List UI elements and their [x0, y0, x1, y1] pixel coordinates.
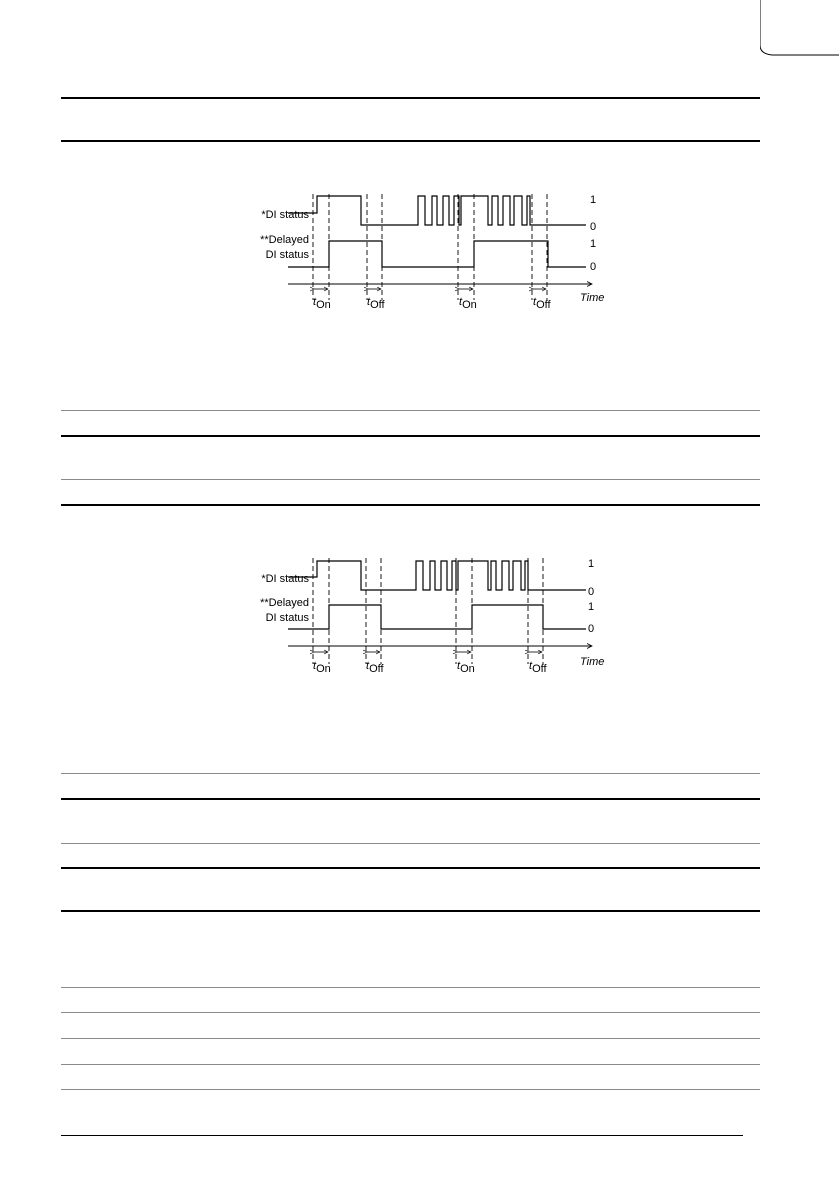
delayed-di-waveform — [288, 241, 586, 267]
delayed-di-label: **Delayed — [260, 597, 309, 609]
table-rule — [61, 435, 760, 437]
level-label: 0 — [588, 586, 595, 598]
time-axis-label: Time — [580, 656, 605, 668]
t-off-label: tOff — [367, 296, 385, 311]
t-on-label: tOn — [313, 296, 331, 311]
delayed-di-waveform — [288, 605, 586, 629]
table-rule — [61, 504, 760, 506]
time-axis-label: Time — [580, 292, 605, 304]
table-rule — [61, 843, 760, 844]
delayed-di-label: DI status — [265, 249, 309, 261]
t-off-label: tOff — [366, 660, 384, 675]
timing-diagram — [0, 550, 839, 680]
table-rule — [61, 140, 760, 142]
table-rule — [61, 1038, 760, 1039]
level-label: 1 — [590, 238, 597, 250]
table-rule — [61, 867, 760, 869]
table-rule — [61, 773, 760, 774]
table-rule — [61, 479, 760, 480]
table-rule — [61, 910, 760, 912]
timing-diagram — [0, 186, 839, 316]
table-rule — [61, 1089, 760, 1090]
table-rule — [61, 97, 760, 99]
level-label: 0 — [590, 221, 597, 233]
t-on-label: tOn — [313, 660, 331, 675]
level-label: 0 — [590, 261, 597, 273]
table-rule — [61, 798, 760, 800]
t-off-label: tOff — [529, 660, 547, 675]
di-status-label: *DI status — [261, 209, 309, 221]
footer-rule — [61, 1135, 743, 1136]
table-rule — [61, 1012, 760, 1013]
level-label: 0 — [588, 623, 595, 635]
di-status-waveform — [288, 561, 586, 590]
t-off-label: tOff — [533, 296, 551, 311]
level-label: 1 — [588, 558, 595, 570]
level-label: 1 — [590, 194, 597, 206]
table-rule — [61, 1064, 760, 1065]
table-rule — [61, 987, 760, 988]
table-rule — [61, 410, 760, 411]
crop-mark — [760, 0, 839, 60]
delayed-di-label: DI status — [265, 612, 309, 624]
t-on-label: tOn — [457, 660, 475, 675]
di-status-waveform — [288, 196, 586, 225]
delayed-di-label: **Delayed — [260, 234, 309, 246]
di-status-label: *DI status — [261, 573, 309, 585]
level-label: 1 — [588, 601, 595, 613]
t-on-label: tOn — [459, 296, 477, 311]
